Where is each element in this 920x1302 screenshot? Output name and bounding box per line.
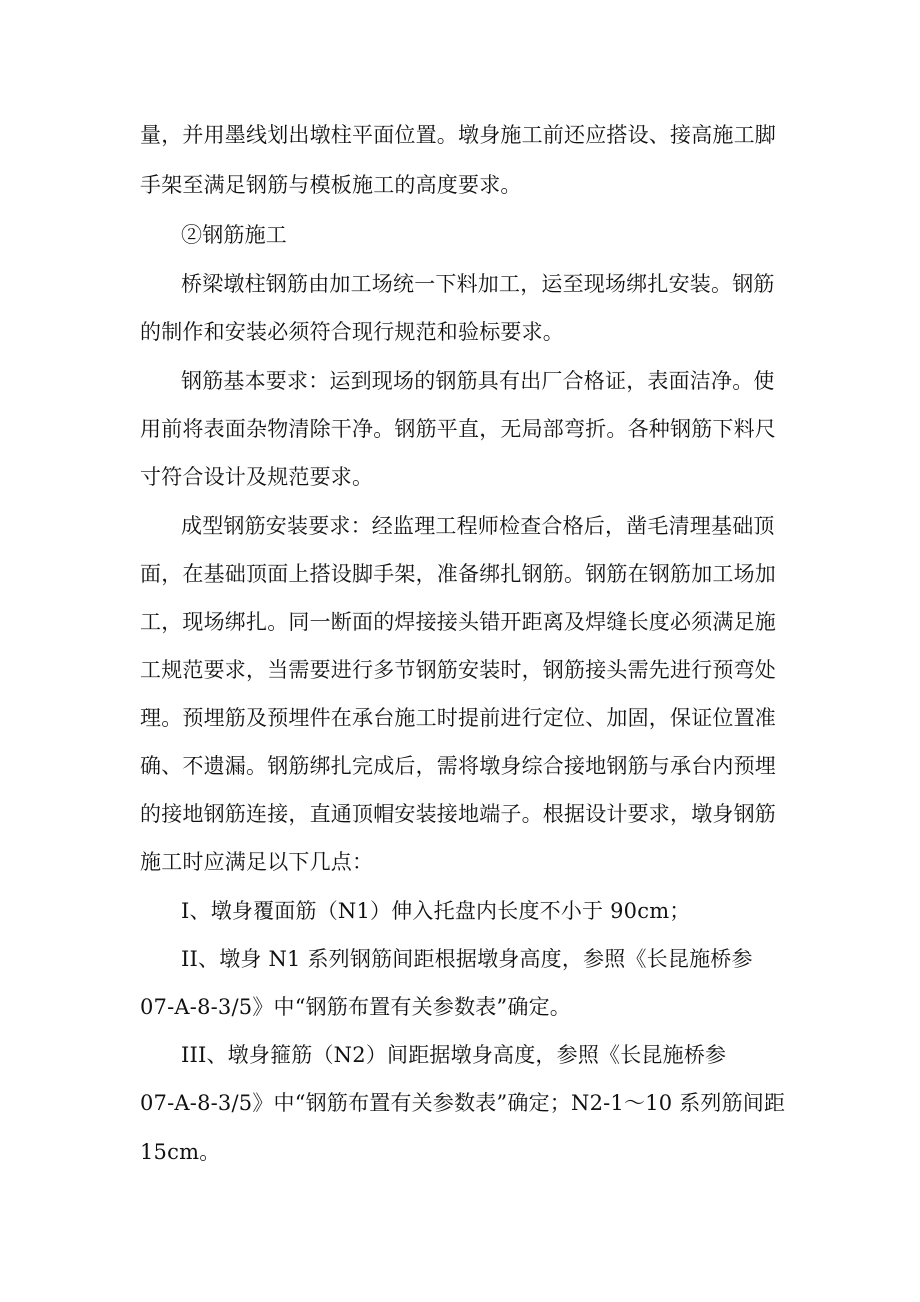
- paragraph-line: 桥梁墩柱钢筋由加工场统一下料加工，运至现场绑扎安装。钢筋: [181, 272, 775, 296]
- paragraph-line: 的接地钢筋连接，直通顶帽安装接地端子。根据设计要求，墩身钢筋: [140, 802, 776, 826]
- paragraph-line: 寸符合设计及规范要求。: [140, 465, 374, 489]
- paragraph-line: 工，现场绑扎。同一断面的焊接接头错开距离及焊缝长度必须满足施: [140, 610, 776, 634]
- paragraph-line: 成型钢筋安装要求：经监理工程师检查合格后，凿毛清理基础顶: [181, 514, 775, 538]
- list-item: I、墩身覆面筋（N1）伸入托盘内长度不小于 90cm；: [181, 899, 691, 923]
- list-item-continuation: 07-A-8-3/5》中“钢筋布置有关参数表”确定；N2-1～10 系列筋间距: [140, 1091, 786, 1115]
- paragraph-line: 工规范要求，当需要进行多节钢筋安装时，钢筋接头需先进行预弯处: [140, 658, 776, 682]
- paragraph-line: 用前将表面杂物清除干净。钢筋平直，无局部弯折。各种钢筋下料尺: [140, 417, 776, 441]
- paragraph-line: 面，在基础顶面上搭设脚手架，准备绑扎钢筋。钢筋在钢筋加工场加: [140, 562, 776, 586]
- list-item-continuation: 07-A-8-3/5》中“钢筋布置有关参数表”确定。: [140, 995, 572, 1019]
- paragraph-line: 手架至满足钢筋与模板施工的高度要求。: [140, 173, 522, 197]
- paragraph-line: 理。预埋筋及预埋件在承台施工时提前进行定位、加固，保证位置准: [140, 706, 776, 730]
- list-item: III、墩身箍筋（N2）间距据墩身高度，参照《长昆施桥参: [181, 1043, 727, 1067]
- paragraph-line: 施工时应满足以下几点：: [140, 850, 374, 874]
- section-heading: ②钢筋施工: [181, 223, 287, 247]
- paragraph-line: 钢筋基本要求：运到现场的钢筋具有出厂合格证，表面洁净。使: [181, 369, 775, 393]
- paragraph-line: 确、不遗漏。钢筋绑扎完成后，需将墩身综合接地钢筋与承台内预埋: [140, 754, 776, 778]
- list-item: II、墩身 N1 系列钢筋间距根据墩身高度，参照《长昆施桥参: [181, 947, 753, 971]
- list-item-continuation: 15cm。: [140, 1140, 221, 1164]
- paragraph-line: 的制作和安装必须符合现行规范和验标要求。: [140, 320, 564, 344]
- paragraph-line: 量，并用墨线划出墩柱平面位置。墩身施工前还应搭设、接高施工脚: [140, 123, 776, 147]
